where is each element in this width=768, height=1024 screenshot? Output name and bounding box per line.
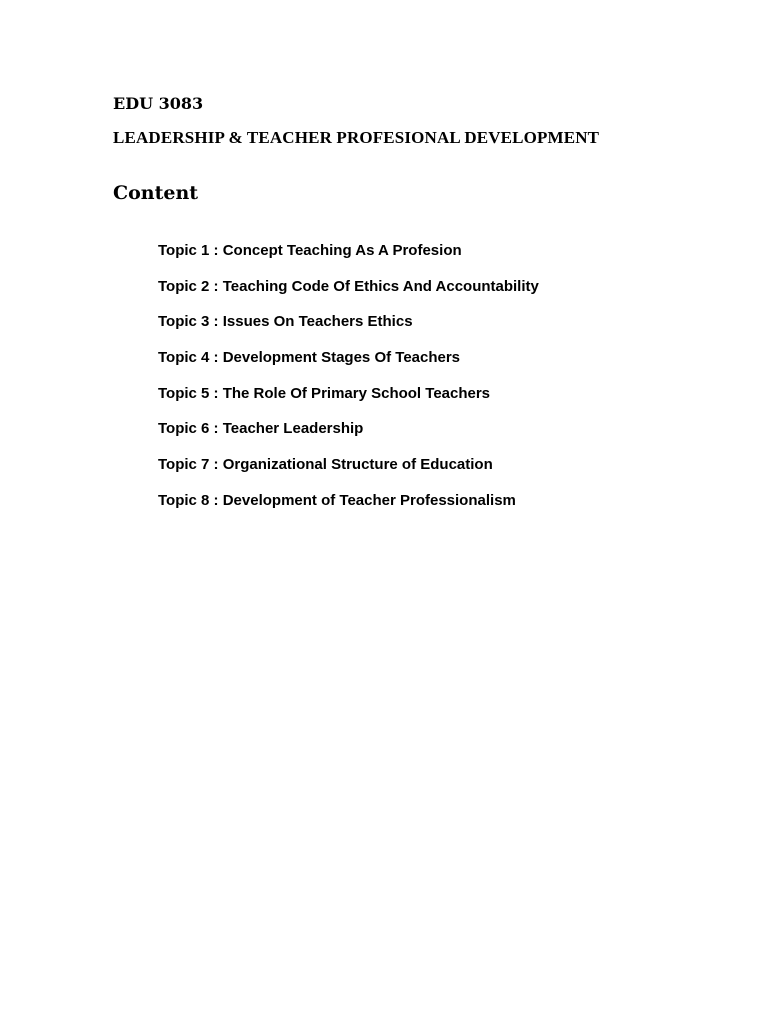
topic-item-8: Topic 8 : Development of Teacher Professionalism xyxy=(158,491,516,509)
topic-item-3: Topic 3 : Issues On Teachers Ethics xyxy=(158,313,413,331)
topic-item-4: Topic 4 : Development Stages Of Teachers xyxy=(158,349,461,367)
topic-item-6: Topic 6 : Teacher Leadership xyxy=(158,420,364,438)
topic-item-7: Topic 7 : Organizational Structure of Education xyxy=(158,456,493,474)
topic-item-5: Topic 5 : The Role Of Primary School Teachers xyxy=(158,384,491,402)
topic-item-1: Topic 1 : Concept Teaching As A Profesion xyxy=(158,242,462,259)
course-code: EDU 3083 xyxy=(113,94,204,113)
course-title: LEADERSHIP & TEACHER PROFESIONAL DEVELOPMENT xyxy=(113,128,600,147)
content-heading: Content xyxy=(113,182,199,204)
topic-list xyxy=(158,241,539,527)
topic-item-2: Topic 2 : Teaching Code Of Ethics And Accountability xyxy=(158,277,539,295)
